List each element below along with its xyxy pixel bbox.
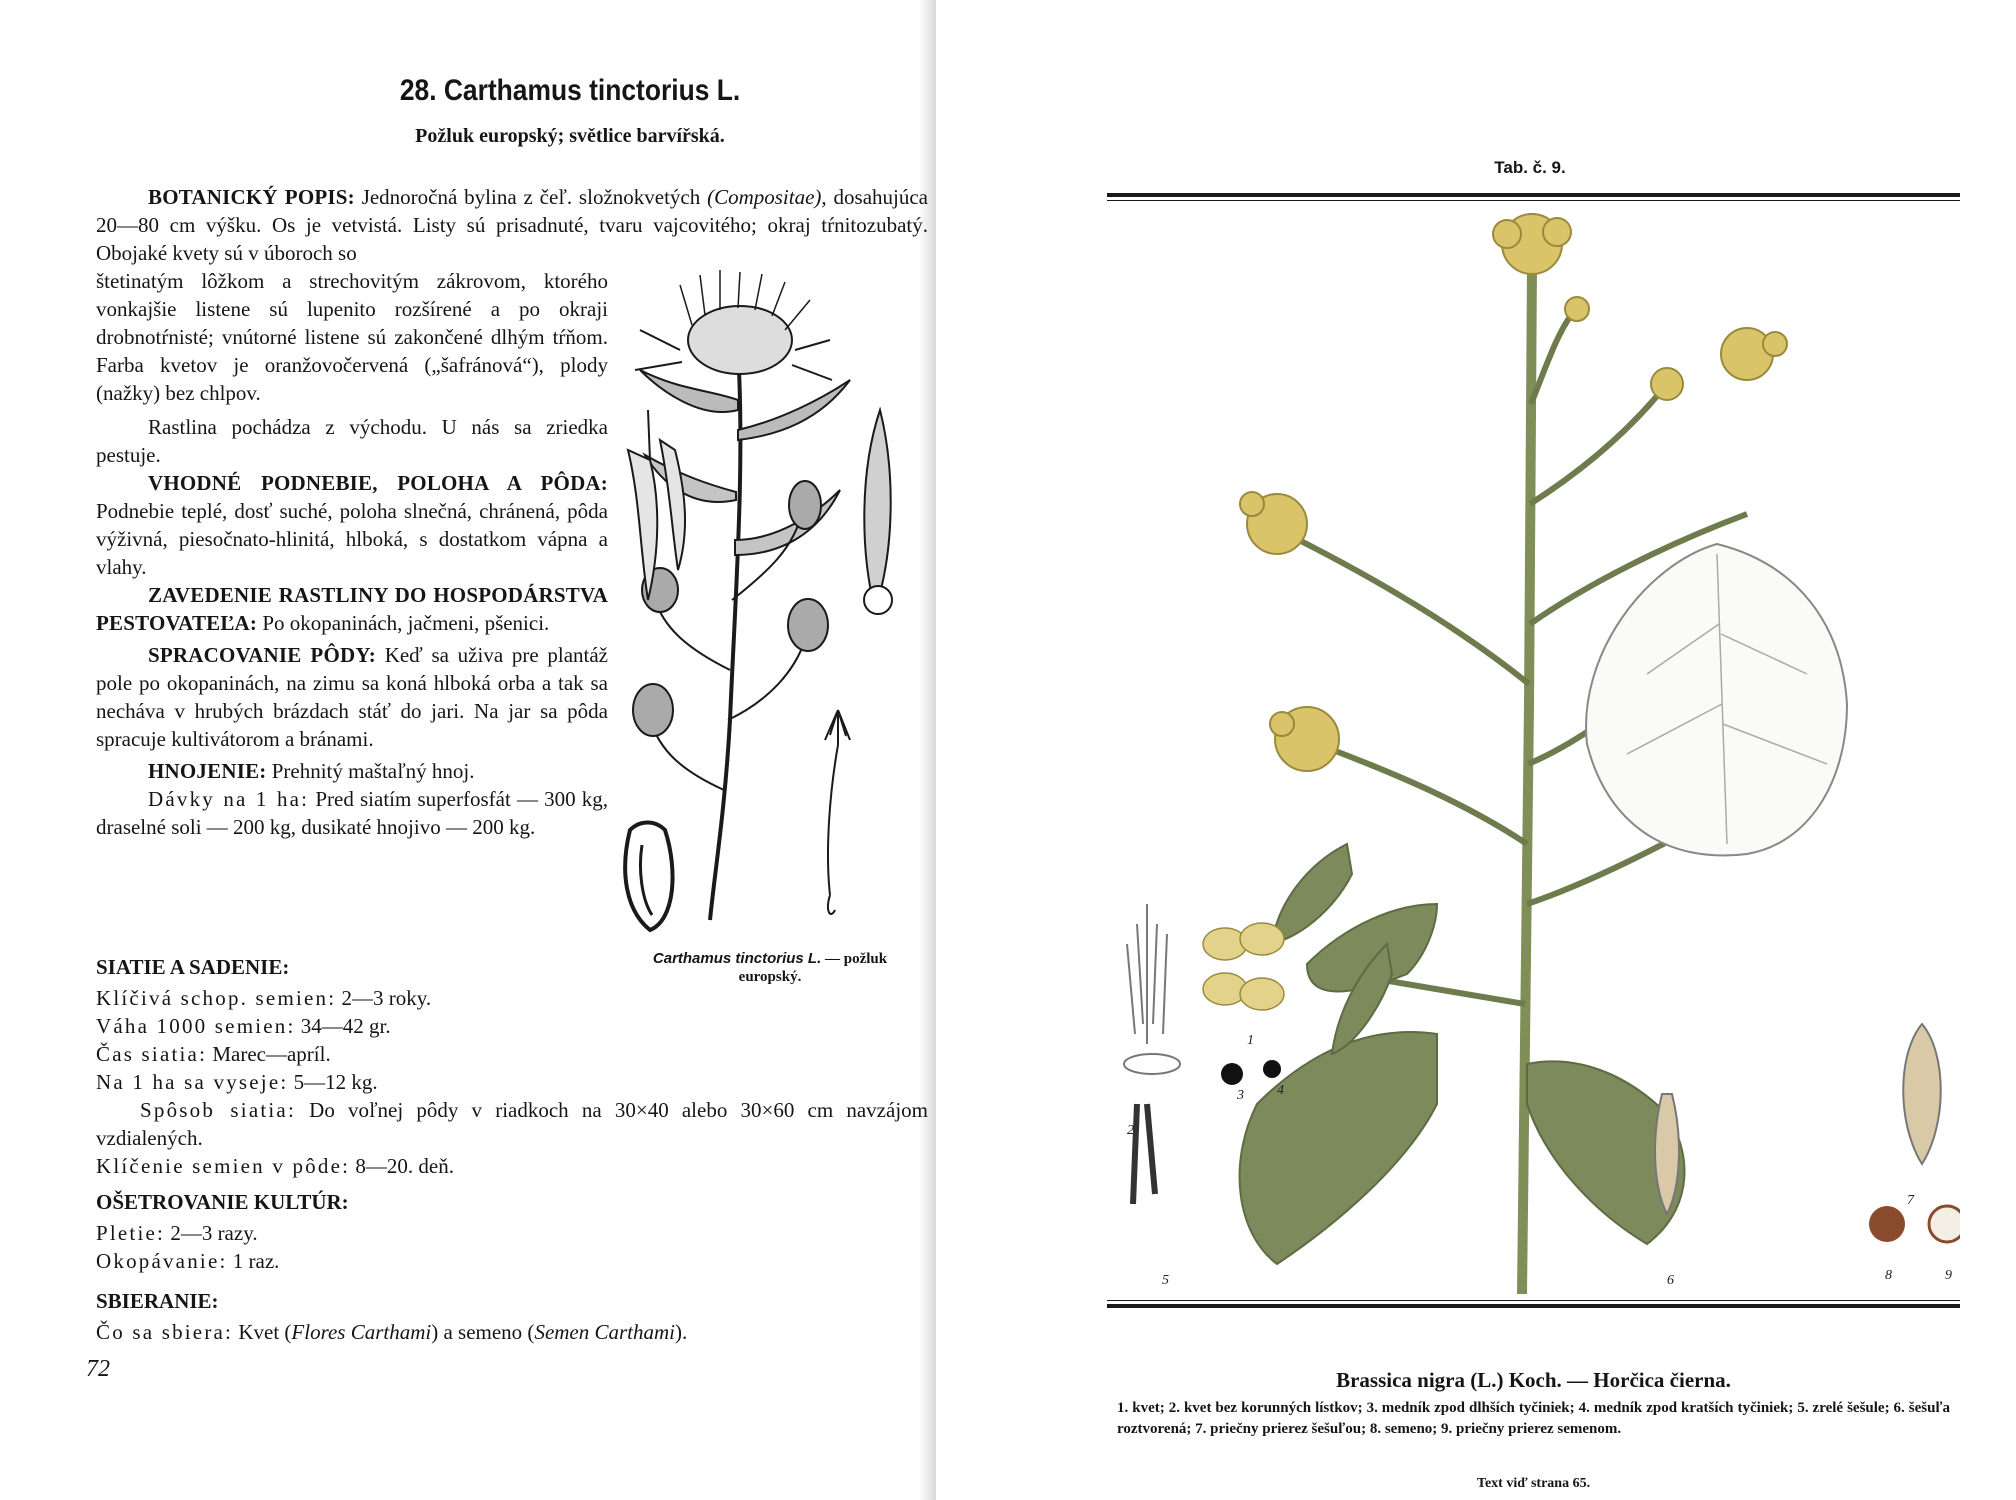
botanical-family: (Compositae) xyxy=(707,185,822,209)
botanical-label: BOTANICKÝ POPIS: xyxy=(148,185,355,209)
figure-caption-species: Carthamus tinctorius L. xyxy=(652,950,822,967)
soil-label: SPRACOVANIE PÔDY: xyxy=(148,643,376,667)
plate-number: Tab. č. 9. xyxy=(1494,158,1566,177)
brassica-plate-illustration xyxy=(1107,200,1960,1308)
chapter-subtitle: Požluk europský; světlice barvířská. xyxy=(415,125,725,147)
fig-label-1: 1 xyxy=(1247,1033,1254,1048)
plate-legend: 1. kvet; 2. kvet bez korunných lístkov; 3. medník zpod dlhších tyčiniek; 4. medník zpod kratších tyčiniek; 5. zrelé šešule; 6. šešuľa roztvorená; 7. priečny prierez šešuľou; 8. semeno; 9. priečny prierez semenom. xyxy=(1117,1400,1950,1437)
origin-text: Rastlina pochádza z východu. U nás sa zriedka pestuje. xyxy=(96,415,608,467)
fertilizing-label: HNOJENIE: xyxy=(148,759,267,783)
collect-label: Čo sa sbiera: xyxy=(96,1320,234,1344)
sowing-time-label: Čas siatia: xyxy=(96,1042,208,1066)
weeding-value: 2—3 razy. xyxy=(165,1221,258,1245)
fig-label-6: 6 xyxy=(1667,1273,1674,1288)
page-number: 72 xyxy=(86,1356,110,1382)
lower-text-block xyxy=(96,953,928,1346)
sowing-time-value: Marec—apríl. xyxy=(207,1042,331,1066)
emergence-value: 8—20. deň. xyxy=(350,1154,454,1178)
top-rule xyxy=(1107,193,1960,197)
soil-text: Keď sa uživa pre plantáž pole po okopaninách, na zimu sa koná hlboká orba a tak sa necháva v hrubých brázdach stáť do jari. Na jar sa pôda spracuje kultivátorom a bránami. xyxy=(96,643,609,751)
introduction-label: ZAVEDENIE RASTLINY DO HOSPODÁRSTVA PESTOVATEĽA: xyxy=(96,583,608,635)
chapter-title: 28. Carthamus tinctorius L. xyxy=(399,74,741,107)
plate-title: Brassica nigra (L.) Koch. — Horčica čierna. xyxy=(1336,1368,1731,1392)
harvest-heading: SBIERANIE: xyxy=(96,1289,219,1313)
fig-label-7: 7 xyxy=(1907,1193,1914,1208)
climate-text: Podnebie teplé, dosť suché, poloha slnečná, chránená, pôda výživná, piesočnato-hlinitá, hlboká, s dostatkom vápna a vlahy. xyxy=(96,499,608,579)
figure-caption-name: — požluk europský. xyxy=(738,951,888,985)
weeding-label: Pletie: xyxy=(96,1221,166,1245)
plate-text-reference: Text viď strana 65. xyxy=(1476,1476,1591,1491)
botanical-text-a: Jednoročná bylina z čeľ. složnokvetých xyxy=(354,185,708,209)
emergence-label: Klíčenie semien v pôde: xyxy=(96,1154,351,1178)
botanical-text-c: štetinatým lôžkom a strechovitým zákrovom, ktorého vonkajšie listene sú lupenito rozšírené a po okraji drobnotŕnisté; vnútorné listene sú zakončené dlhým tŕňom. Farba kvetov je oranžovočervená („šafránová“), plody (nažky) bez chlpov. xyxy=(96,269,608,405)
collect-text-c: ). xyxy=(675,1320,688,1344)
care-heading: OŠETROVANIE KULTÚR: xyxy=(96,1190,349,1214)
weight-value: 34—42 gr. xyxy=(295,1014,391,1038)
sowing-heading: SIATIE A SADENIE: xyxy=(96,955,290,979)
seed-rate-label: Na 1 ha sa vyseje: xyxy=(96,1070,289,1094)
collect-flores: Flores Carthami xyxy=(291,1320,432,1344)
collect-text-b: ) a semeno ( xyxy=(431,1320,535,1344)
introduction-text: Po okopaninách, jačmeni, pšenici. xyxy=(257,611,550,635)
dose-text: Pred siatím superfosfát — 300 kg, draselné soli — 200 kg, dusikaté hnojivo — 200 kg. xyxy=(96,787,608,839)
collect-text-a: Kvet ( xyxy=(233,1320,292,1344)
hoeing-value: 1 raz. xyxy=(227,1249,280,1273)
hoeing-label: Okopávanie: xyxy=(96,1249,228,1273)
sowing-method-value: Do voľnej pôdy v riadkoch na 30×40 alebo 30×60 cm navzájom vzdialených. xyxy=(96,1098,928,1150)
fig-label-2: 2 xyxy=(1127,1123,1134,1138)
collect-semen: Semen Carthami xyxy=(534,1320,676,1344)
sowing-method-label: Spôsob siatia: xyxy=(140,1098,296,1122)
fig-label-4: 4 xyxy=(1277,1083,1284,1098)
fig-label-8: 8 xyxy=(1885,1268,1892,1283)
narrow-column xyxy=(96,267,608,841)
botanical-description-top xyxy=(96,183,928,267)
figure-caption xyxy=(640,950,900,986)
germination-label: Klíčivá schop. semien: xyxy=(96,986,337,1010)
climate-label: VHODNÉ PODNEBIE, POLOHA A PÔDA: xyxy=(148,471,608,495)
germination-value: 2—3 roky. xyxy=(336,986,432,1010)
dose-label: Dávky na 1 ha: xyxy=(148,787,310,811)
fig-label-5: 5 xyxy=(1162,1273,1169,1288)
fertilizing-text: Prehnitý maštaľný hnoj. xyxy=(266,759,475,783)
botanical-text-b: , dosahujúca 20—80 cm výšku. Os je vetvistá. Listy sú prisadnuté, tvaru vajcovitého; okraj tŕnitozubatý. Obojaké kvety sú v úboroch so xyxy=(96,185,928,265)
seed-rate-value: 5—12 kg. xyxy=(288,1070,378,1094)
fig-label-3: 3 xyxy=(1237,1088,1244,1103)
weight-label: Váha 1000 semien: xyxy=(96,1014,296,1038)
carthamus-illustration xyxy=(620,270,920,940)
fig-label-9: 9 xyxy=(1945,1268,1952,1283)
